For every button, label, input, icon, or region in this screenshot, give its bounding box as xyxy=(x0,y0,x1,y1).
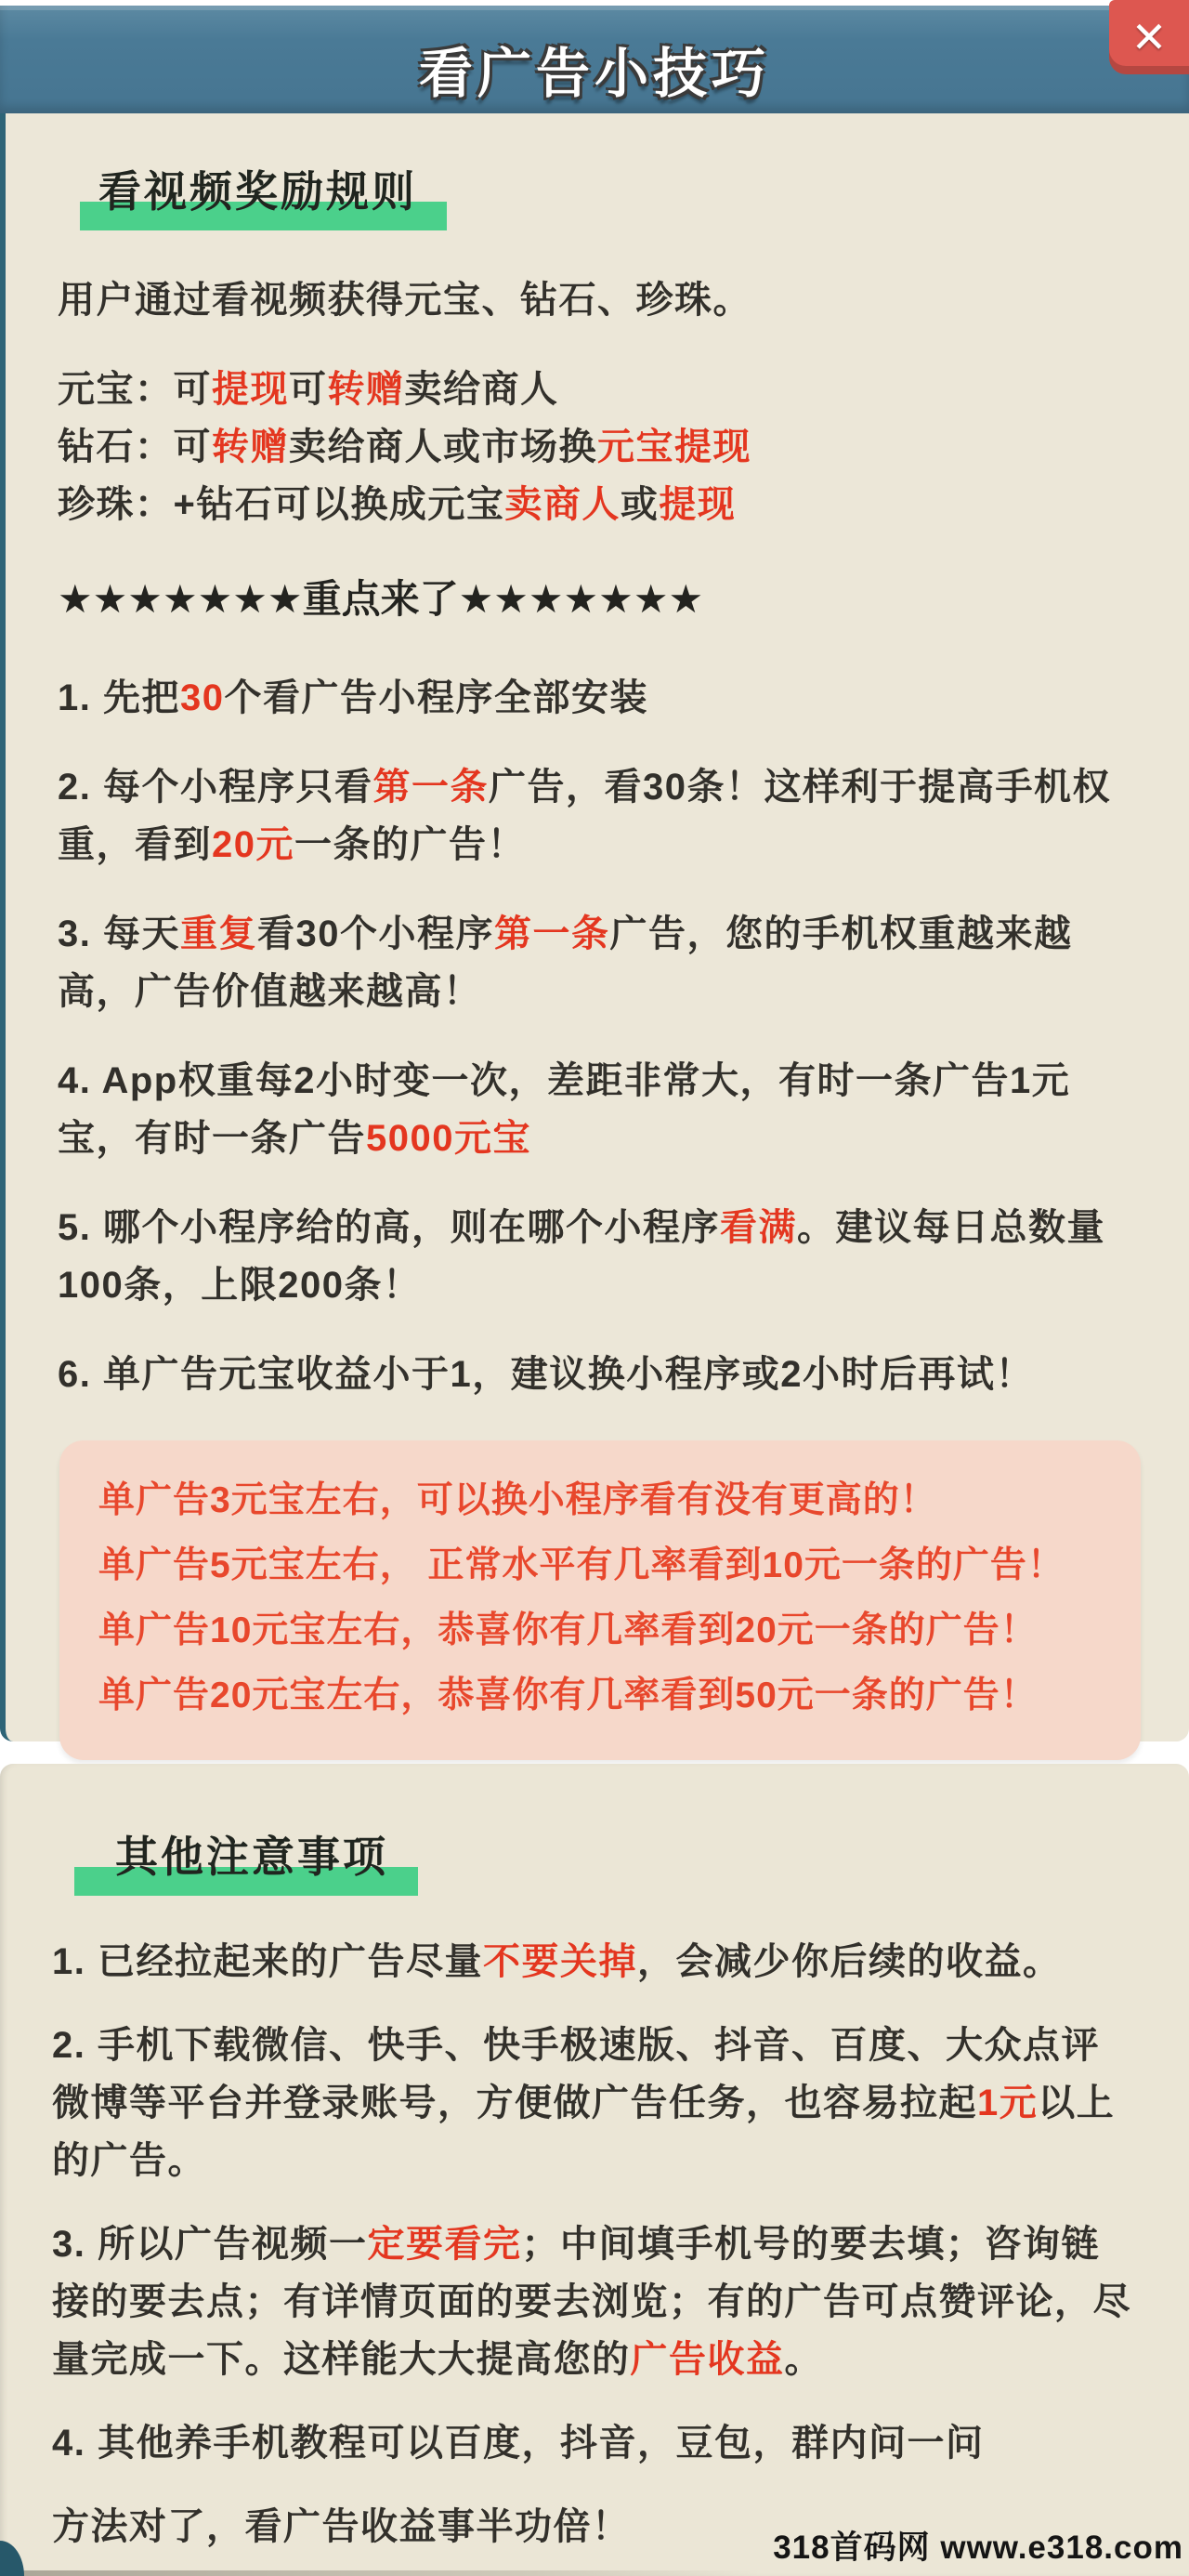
dialog-titlebar xyxy=(0,6,1189,113)
panel-video-reward-rules xyxy=(0,113,1189,1741)
bottom-edge-shadow xyxy=(0,2570,761,2576)
note-item: 1. 已经拉起来的广告尽量不要关掉，会减少你后续的收益。 xyxy=(52,1941,1062,1982)
section-heading-other-notes: 其他注意事项 xyxy=(74,1823,418,1896)
watermark-text: 318首码网 www.e318.com xyxy=(773,2530,1183,2566)
highlight-box-line: 单广告5元宝左右， 正常水平有几率看到10元一条的广告！ xyxy=(98,1545,1065,1585)
currency-rule-line: 钻石：可转赠卖给商人或市场换元宝提现 xyxy=(58,427,751,467)
tip-item: 6. 单广告元宝收益小于1，建议换小程序或2小时后再试！ xyxy=(58,1354,1034,1395)
tip-item: 1. 先把30个看广告小程序全部安装 xyxy=(58,677,648,718)
reward-threshold-highlight-box xyxy=(59,1440,1141,1760)
currency-rule-line: 珍珠：+钻石可以换成元宝卖商人或提现 xyxy=(58,484,737,525)
intro-paragraph: 用户通过看视频获得元宝、钻石、珍珠。 xyxy=(58,280,751,321)
close-icon: ✕ xyxy=(1130,13,1168,61)
stars-emphasis-line: ★★★★★★★重点来了★★★★★★★ xyxy=(58,577,704,621)
closing-remark: 方法对了，看广告收益事半功倍！ xyxy=(52,2506,631,2547)
panel-other-notes xyxy=(0,1764,1189,2576)
tip-item: 4. App权重每2小时变一次，差距非常大，有时一条广告1元宝，有时一条广告5000元宝 xyxy=(58,1060,1071,1159)
tip-item: 5. 哪个小程序给的高，则在哪个小程序看满。建议每日总数量100条，上限200条！ xyxy=(58,1207,1105,1306)
highlight-box-line: 单广告3元宝左右，可以换小程序看有没有更高的！ xyxy=(98,1480,937,1520)
currency-rule-line: 元宝：可提现可转赠卖给商人 xyxy=(58,369,559,410)
tip-item: 3. 每天重复看30个小程序第一条广告，您的手机权重越来越高，广告价值越来越高！ xyxy=(58,913,1073,1012)
tip-item: 2. 每个小程序只看第一条广告，看30条！这样利于提高手机权重，看到20元一条的广告！ xyxy=(58,767,1111,865)
numbered-tips-list xyxy=(58,669,1138,1403)
currency-rules-list xyxy=(58,361,1138,533)
highlight-box-line: 单广告20元宝左右，恭喜你有几率看到50元一条的广告！ xyxy=(98,1676,1038,1715)
highlight-box-line: 单广告10元宝左右，恭喜你有几率看到20元一条的广告！ xyxy=(98,1610,1038,1650)
other-notes-list xyxy=(52,1933,1138,2472)
close-button[interactable] xyxy=(1109,0,1189,74)
note-item: 3. 所以广告视频一定要看完；中间填手机号的要去填；咨询链接的要去点；有详情页面的要去浏览；有的广告可点赞评论，尽量完成一下。这样能大大提高您的广告收益。 xyxy=(52,2224,1131,2380)
note-item: 4. 其他养手机教程可以百度，抖音，豆包，群内问一问 xyxy=(52,2423,985,2464)
dialog-title: 看广告小技巧 xyxy=(418,44,770,104)
section-heading-reward-rules: 看视频奖励规则 xyxy=(80,158,447,230)
note-item: 2. 手机下载微信、快手、快手极速版、抖音、百度、大众点评微博等平台并登录账号，方便做广告任务，也容易拉起1元以上的广告。 xyxy=(52,2025,1116,2181)
